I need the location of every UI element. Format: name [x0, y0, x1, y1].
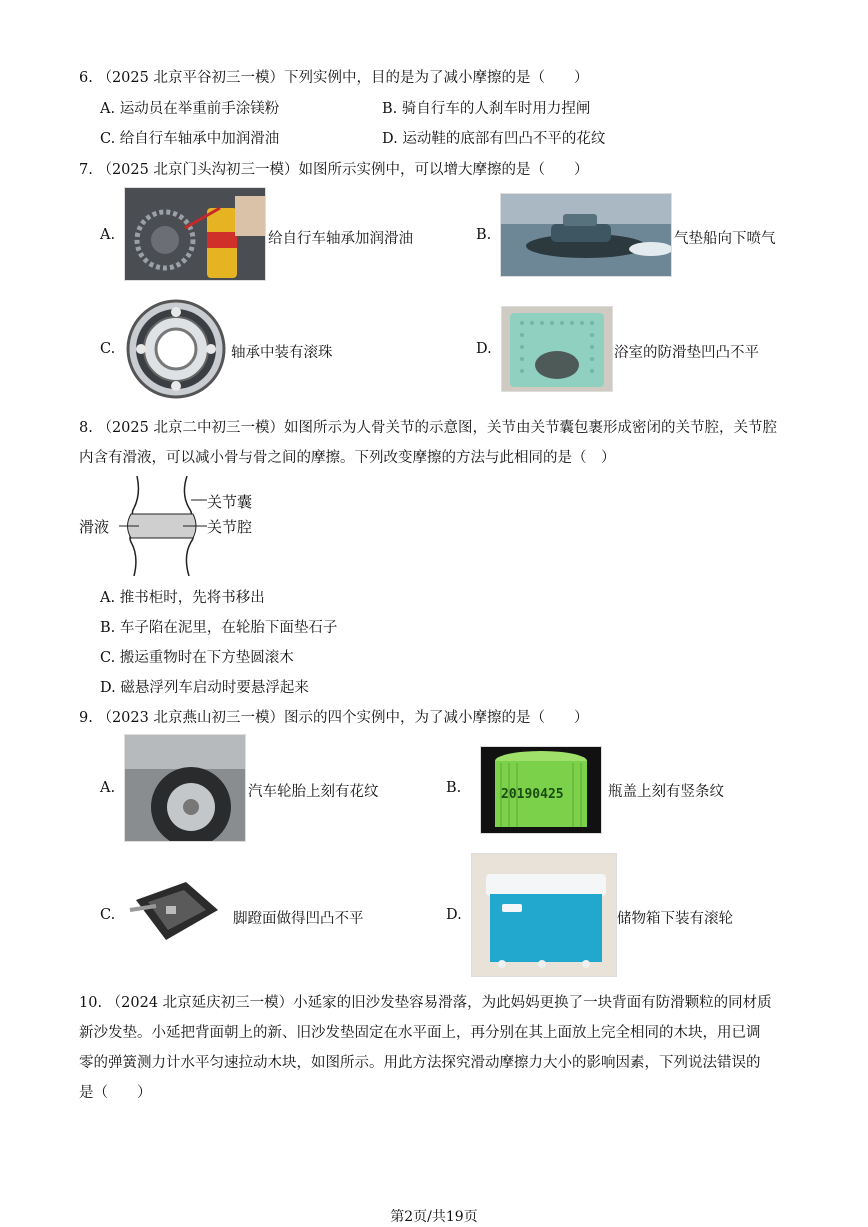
q8-stem-line2: 内含有滑液，可以减小骨与骨之间的摩擦。下列改变摩擦的方法与此相同的是（ ）: [79, 450, 616, 466]
q6-option-d: D. 运动鞋的底部有凹凸不平的花纹: [382, 131, 606, 147]
joint-diagram: [79, 476, 259, 576]
bottle-cap-image: [480, 746, 602, 834]
storage-box-image: [471, 853, 617, 977]
q6-option-a: A. 运动员在举重前手涂镁粉: [100, 101, 280, 117]
q7-b-letter: B.: [476, 227, 492, 243]
page-footer: 第2页/共19页: [390, 1209, 478, 1225]
q7-d-text: 浴室的防滑垫凹凸不平: [614, 345, 759, 361]
bicycle-chain-oil-image: [124, 187, 266, 281]
q9-d-text: 储物箱下装有滚轮: [617, 911, 733, 927]
bicycle-pedal-image: [126, 870, 224, 954]
q8-option-d: D. 磁悬浮列车启动时要悬浮起来: [100, 680, 309, 696]
q9-b-text: 瓶盖上刻有竖条纹: [608, 784, 724, 800]
q10-line2: 新沙发垫。小延把背面朝上的新、旧沙发垫固定在水平面上，再分别在其上面放上完全相同的木块，用已调: [79, 1025, 761, 1041]
anti-slip-mat-image: [501, 306, 613, 392]
ball-bearing-image: [124, 297, 228, 401]
q7-a-text: 给自行车轴承加润滑油: [268, 231, 413, 247]
q9-a-letter: A.: [100, 780, 116, 796]
q10-line3: 零的弹簧测力计水平匀速拉动木块，如图所示。用此方法探究滑动摩擦力大小的影响因素，下列说法错误的: [79, 1055, 761, 1071]
q7-c-letter: C.: [100, 341, 116, 357]
hovercraft-image: [500, 193, 672, 277]
q9-c-letter: C.: [100, 907, 116, 923]
q7-d-letter: D.: [476, 341, 492, 357]
q9-b-letter: B.: [446, 780, 462, 796]
car-tire-image: [124, 734, 246, 842]
q8-option-b: B. 车子陷在泥里，在轮胎下面垫石子: [100, 620, 338, 636]
q6-option-c: C. 给自行车轴承中加润滑油: [100, 131, 280, 147]
q7-a-letter: A.: [100, 227, 116, 243]
label-joint-cavity: 关节腔: [207, 518, 253, 536]
q10-line1: 10. （2024 北京延庆初三一模）小延家的旧沙发垫容易滑落，为此妈妈更换了一块背面有防滑颗粒的同材质: [79, 995, 772, 1011]
q9-d-letter: D.: [446, 907, 462, 923]
bottle-cap-print: 20190425: [501, 787, 564, 802]
q10-line4: 是（ ）: [79, 1085, 152, 1101]
q8-option-a: A. 推书柜时，先将书移出: [100, 590, 265, 606]
q7-c-text: 轴承中装有滚珠: [231, 345, 333, 361]
q6-stem: 6. （2025 北京平谷初三一模）下列实例中，目的是为了减小摩擦的是（ ）: [79, 70, 589, 86]
q8-stem-line1: 8. （2025 北京二中初三一模）如图所示为人骨关节的示意图，关节由关节囊包裹形成密闭的关节腔，关节腔: [79, 420, 777, 436]
q9-stem: 9. （2023 北京燕山初三一模）图示的四个实例中，为了减小摩擦的是（ ）: [79, 710, 589, 726]
q9-a-text: 汽车轮胎上刻有花纹: [248, 784, 379, 800]
q9-c-text: 脚蹬面做得凹凸不平: [233, 911, 364, 927]
label-joint-capsule: 关节囊: [207, 493, 253, 511]
q7-b-text: 气垫船向下喷气: [674, 231, 776, 247]
q8-option-c: C. 搬运重物时在下方垫圆滚木: [100, 650, 294, 666]
label-synovial-fluid: 滑液: [79, 518, 110, 536]
q7-stem: 7. （2025 北京门头沟初三一模）如图所示实例中，可以增大摩擦的是（ ）: [79, 162, 589, 178]
q6-option-b: B. 骑自行车的人刹车时用力捏闸: [382, 101, 591, 117]
